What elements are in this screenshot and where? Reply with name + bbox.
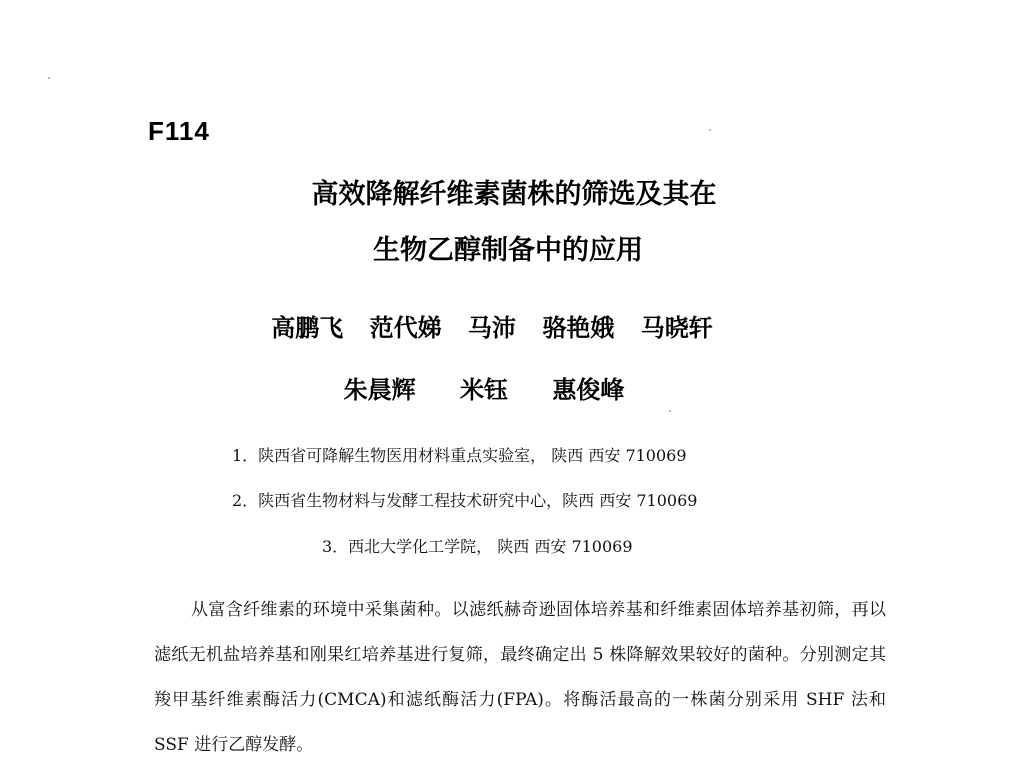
author-name: 马晓轩 xyxy=(640,314,713,342)
author-name: 骆艳娥 xyxy=(542,314,615,342)
classification-code: F114 xyxy=(148,116,210,146)
author-name: 朱晨辉 xyxy=(343,376,416,404)
author-name: 范代娣 xyxy=(369,314,442,342)
abstract-paragraph: 从富含纤维素的环境中采集菌种。以滤纸赫奇逊固体培养基和纤维素固体培养基初筛，再以滤纸无机盐培养基和刚果红培养基进行复筛，最终确定出 5 株降解效果较好的菌种。分别测定其羧甲基纤维素酶活力(CMCA)和滤纸酶活力(FPA)。将酶活最高的一株菌分别采用 SHF 法和 SSF 进行乙醇发酵。 xyxy=(154,600,886,755)
author-name: 高鹏飞 xyxy=(271,314,344,342)
author-name: 马沛 xyxy=(468,314,516,342)
author-name: 惠俊峰 xyxy=(552,376,625,404)
scan-speck xyxy=(48,77,50,79)
affiliation-3: 3．西北大学化工学院， 陕西 西安 710069 xyxy=(322,537,633,556)
affiliation-2: 2．陕西省生物材料与发酵工程技术研究中心，陕西 西安 710069 xyxy=(232,491,698,510)
affiliation-1: 1．陕西省可降解生物医用材料重点实验室， 陕西 西安 710069 xyxy=(232,446,687,465)
author-list-line-1 xyxy=(0,308,992,343)
paper-title-line-2: 生物乙醇制备中的应用 xyxy=(373,235,643,266)
scan-speck xyxy=(669,410,671,412)
paper-title-line-1: 高效降解纤维素菌株的筛选及其在 xyxy=(311,179,717,210)
author-name: 米钰 xyxy=(460,376,508,404)
scan-speck xyxy=(709,129,711,131)
author-list-line-2 xyxy=(0,370,984,405)
